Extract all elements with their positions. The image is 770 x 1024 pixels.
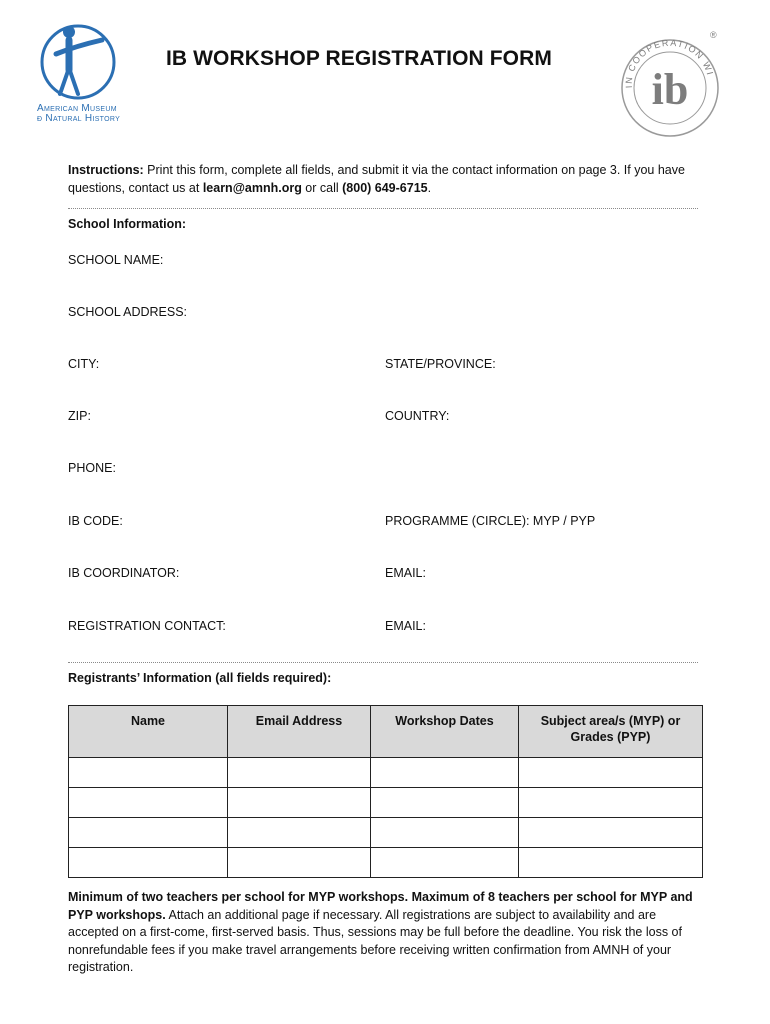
- zip-label: ZIP:: [68, 409, 91, 423]
- ib-code-label: IB CODE:: [68, 514, 123, 528]
- contact-email-label: EMAIL:: [385, 619, 426, 633]
- email-cell[interactable]: [228, 758, 371, 788]
- subject-cell[interactable]: [519, 788, 703, 818]
- phone-label: PHONE:: [68, 461, 116, 475]
- dates-cell[interactable]: [371, 818, 519, 848]
- email-cell[interactable]: [228, 848, 371, 878]
- registration-contact-label: REGISTRATION CONTACT:: [68, 619, 226, 633]
- school-name-label: SCHOOL NAME:: [68, 253, 164, 267]
- amnh-figure-icon: [36, 20, 122, 102]
- name-cell[interactable]: [69, 788, 228, 818]
- footer-bold-text: Minimum of two teachers per school for MYP workshops. Maximum of 8 teachers per school for MYP and PYP workshops.: [68, 890, 693, 922]
- subject-cell[interactable]: [519, 758, 703, 788]
- country-label: COUNTRY:: [385, 409, 450, 423]
- table-row: [69, 848, 703, 878]
- registrants-table: [68, 705, 703, 878]
- page-title: IB WORKSHOP REGISTRATION FORM: [166, 47, 552, 70]
- column-header-name: Name: [69, 706, 228, 758]
- ib-logo: [612, 28, 722, 138]
- divider: [68, 662, 698, 663]
- table-row: [69, 758, 703, 788]
- ib-letters: ib: [651, 65, 689, 114]
- name-cell[interactable]: [69, 848, 228, 878]
- instructions-text-1: Print this form, complete all fields, and submit it via the contact information on page 3. If you have questions, contact us at: [68, 163, 685, 195]
- table-row: [69, 788, 703, 818]
- instructions-text-2: or call: [301, 181, 343, 195]
- name-cell[interactable]: [69, 818, 228, 848]
- ib-ring-text: IN COOPERATION WI: [623, 37, 716, 89]
- column-header-subject: Subject area/s (MYP) or Grades (PYP): [519, 706, 703, 758]
- subject-cell[interactable]: [519, 818, 703, 848]
- column-header-dates: Workshop Dates: [371, 706, 519, 758]
- footer-text: Attach an additional page if necessary. All registrations are subject to availability and are accepted on a first-come, first-served basis. Thus, sessions may be full before the deadline. You risk the loss of nonrefundable fees if you make travel arrangements before receiving written confirmation from AMNH of your registration.: [68, 907, 682, 974]
- table-row: [69, 818, 703, 848]
- subject-cell[interactable]: [519, 848, 703, 878]
- email-cell[interactable]: [228, 788, 371, 818]
- instructions-label: Instructions:: [68, 163, 144, 177]
- city-label: CITY:: [68, 357, 100, 371]
- amnh-logo: [36, 20, 122, 102]
- name-cell[interactable]: [69, 758, 228, 788]
- divider: [68, 208, 698, 209]
- programme-label: PROGRAMME (CIRCLE): MYP / PYP: [385, 514, 596, 528]
- dates-cell[interactable]: [371, 848, 519, 878]
- contact-phone: (800) 649-6715: [342, 181, 428, 195]
- registrants-section-heading: Registrants’ Information (all fields required):: [68, 671, 332, 685]
- footer-note: [68, 889, 708, 977]
- instructions: [68, 161, 708, 197]
- instructions-text-3: .: [427, 181, 432, 195]
- email-cell[interactable]: [228, 818, 371, 848]
- school-address-label: SCHOOL ADDRESS:: [68, 305, 188, 319]
- column-header-email: Email Address: [228, 706, 371, 758]
- contact-email: learn@amnh.org: [202, 181, 302, 195]
- amnh-wordmark: [37, 104, 120, 124]
- school-section-heading: School Information:: [68, 217, 187, 231]
- ib-coordinator-label: IB COORDINATOR:: [68, 566, 180, 580]
- amnh-line2: ð Natural History: [37, 113, 121, 124]
- dates-cell[interactable]: [371, 788, 519, 818]
- coordinator-email-label: EMAIL:: [385, 566, 426, 580]
- amnh-line1: American Museum: [37, 103, 117, 114]
- table-header-row: [69, 706, 703, 758]
- dates-cell[interactable]: [371, 758, 519, 788]
- registered-mark: ®: [710, 30, 717, 40]
- ib-cooperation-seal-icon: [612, 28, 722, 138]
- state-label: STATE/PROVINCE:: [385, 357, 496, 371]
